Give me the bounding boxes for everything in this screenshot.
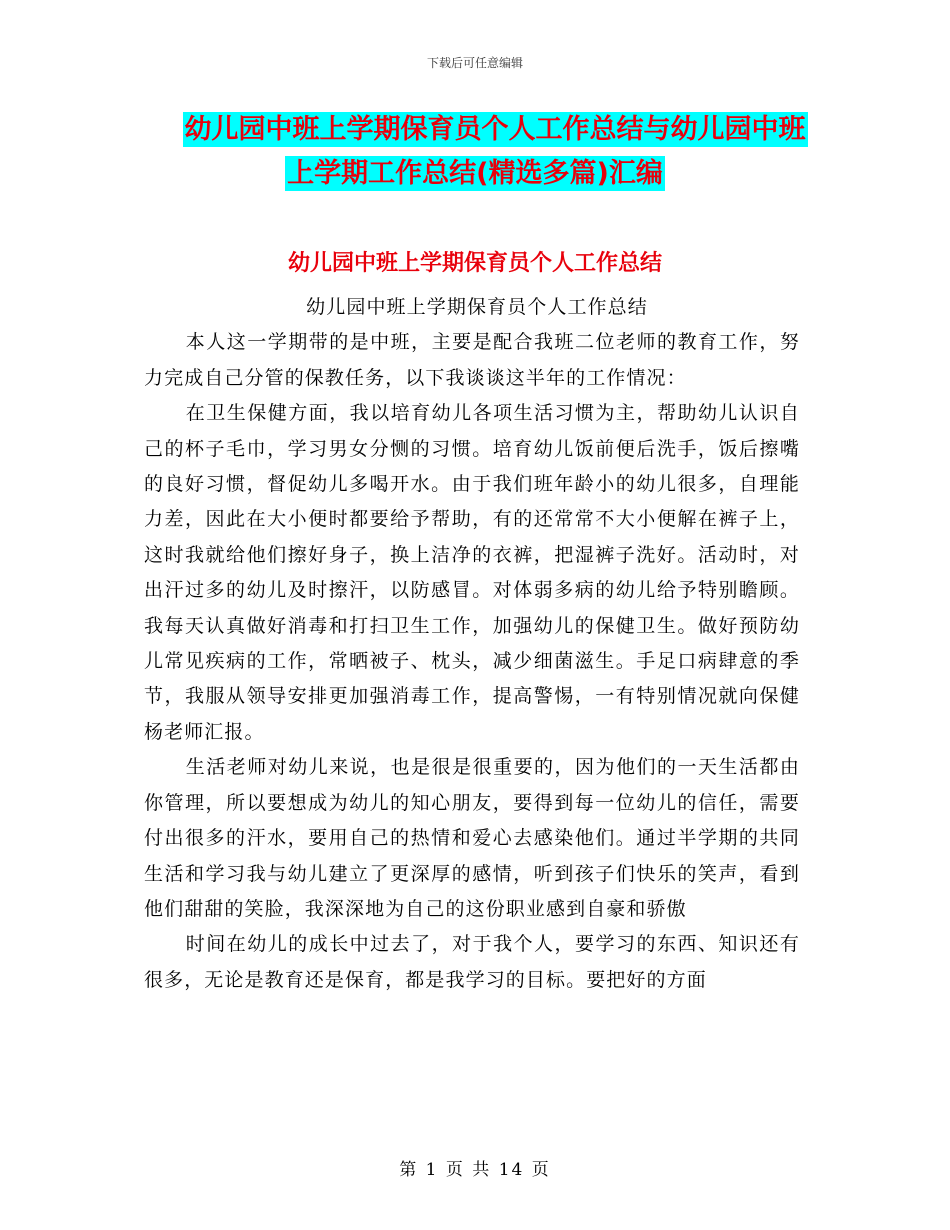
header-note: 下载后可任意编辑 xyxy=(426,56,523,70)
paragraph: 生活老师对幼儿来说，也是很是很重要的，因为他们的一天生活都由你管理，所以要想成为幼儿的知心朋友，要得到每一位幼儿的信任，需要付出很多的汗水，要用自己的热情和爱心去感染他们。通过半学期的共同生活和学习我与幼儿建立了更深厚的感情，听到孩子们快乐的笑声，看到他们甜甜的笑脸，我深深地为自己的这份职业感到自豪和骄傲 xyxy=(144,756,800,920)
page-number-footer: 第 1 页 共 14 页 xyxy=(399,1160,551,1180)
subtitle: 幼儿园中班上学期保育员个人工作总结 xyxy=(306,296,648,318)
document-title xyxy=(0,108,950,196)
title-line-2: 上学期工作总结(精选多篇)汇编 xyxy=(287,158,663,189)
paragraph: 在卫生保健方面，我以培育幼儿各项生活习惯为主，帮助幼儿认识自己的杯子毛巾，学习男女分恻的习惯。培育幼儿饭前便后洗手，饭后擦嘴的良好习惯，督促幼儿多喝开水。由于我们班年龄小的幼儿很多，自理能力差，因此在大小便时都要给予帮助，有的还常常不大小便解在裤子上，这时我就给他们擦好身子，换上洁净的衣裤，把湿裤子洗好。活动时，对出汗过多的幼儿及时擦汗，以防感冒。对体弱多病的幼儿给予特别瞻顾。我每天认真做好消毒和打扫卫生工作，加强幼儿的保健卫生。做好预防幼儿常见疾病的工作，常晒被子、枕头，减少细菌滋生。手足口病肆意的季节，我服从领导安排更加强消毒工作，提高警惕，一有特别情况就向保健杨老师汇报。 xyxy=(144,402,800,743)
section-title: 幼儿园中班上学期保育员个人工作总结 xyxy=(287,251,662,276)
title-line-1: 幼儿园中班上学期保育员个人工作总结与幼儿园中班 xyxy=(184,114,806,145)
paragraph: 时间在幼儿的成长中过去了，对于我个人，要学习的东西、知识还有很多，无论是教育还是保育，都是我学习的目标。要把好的方面 xyxy=(144,933,800,991)
body-text xyxy=(144,290,800,998)
paragraph: 本人这一学期带的是中班，主要是配合我班二位老师的教育工作，努力完成自己分管的保教任务，以下我谈谈这半年的工作情况： xyxy=(144,331,800,389)
